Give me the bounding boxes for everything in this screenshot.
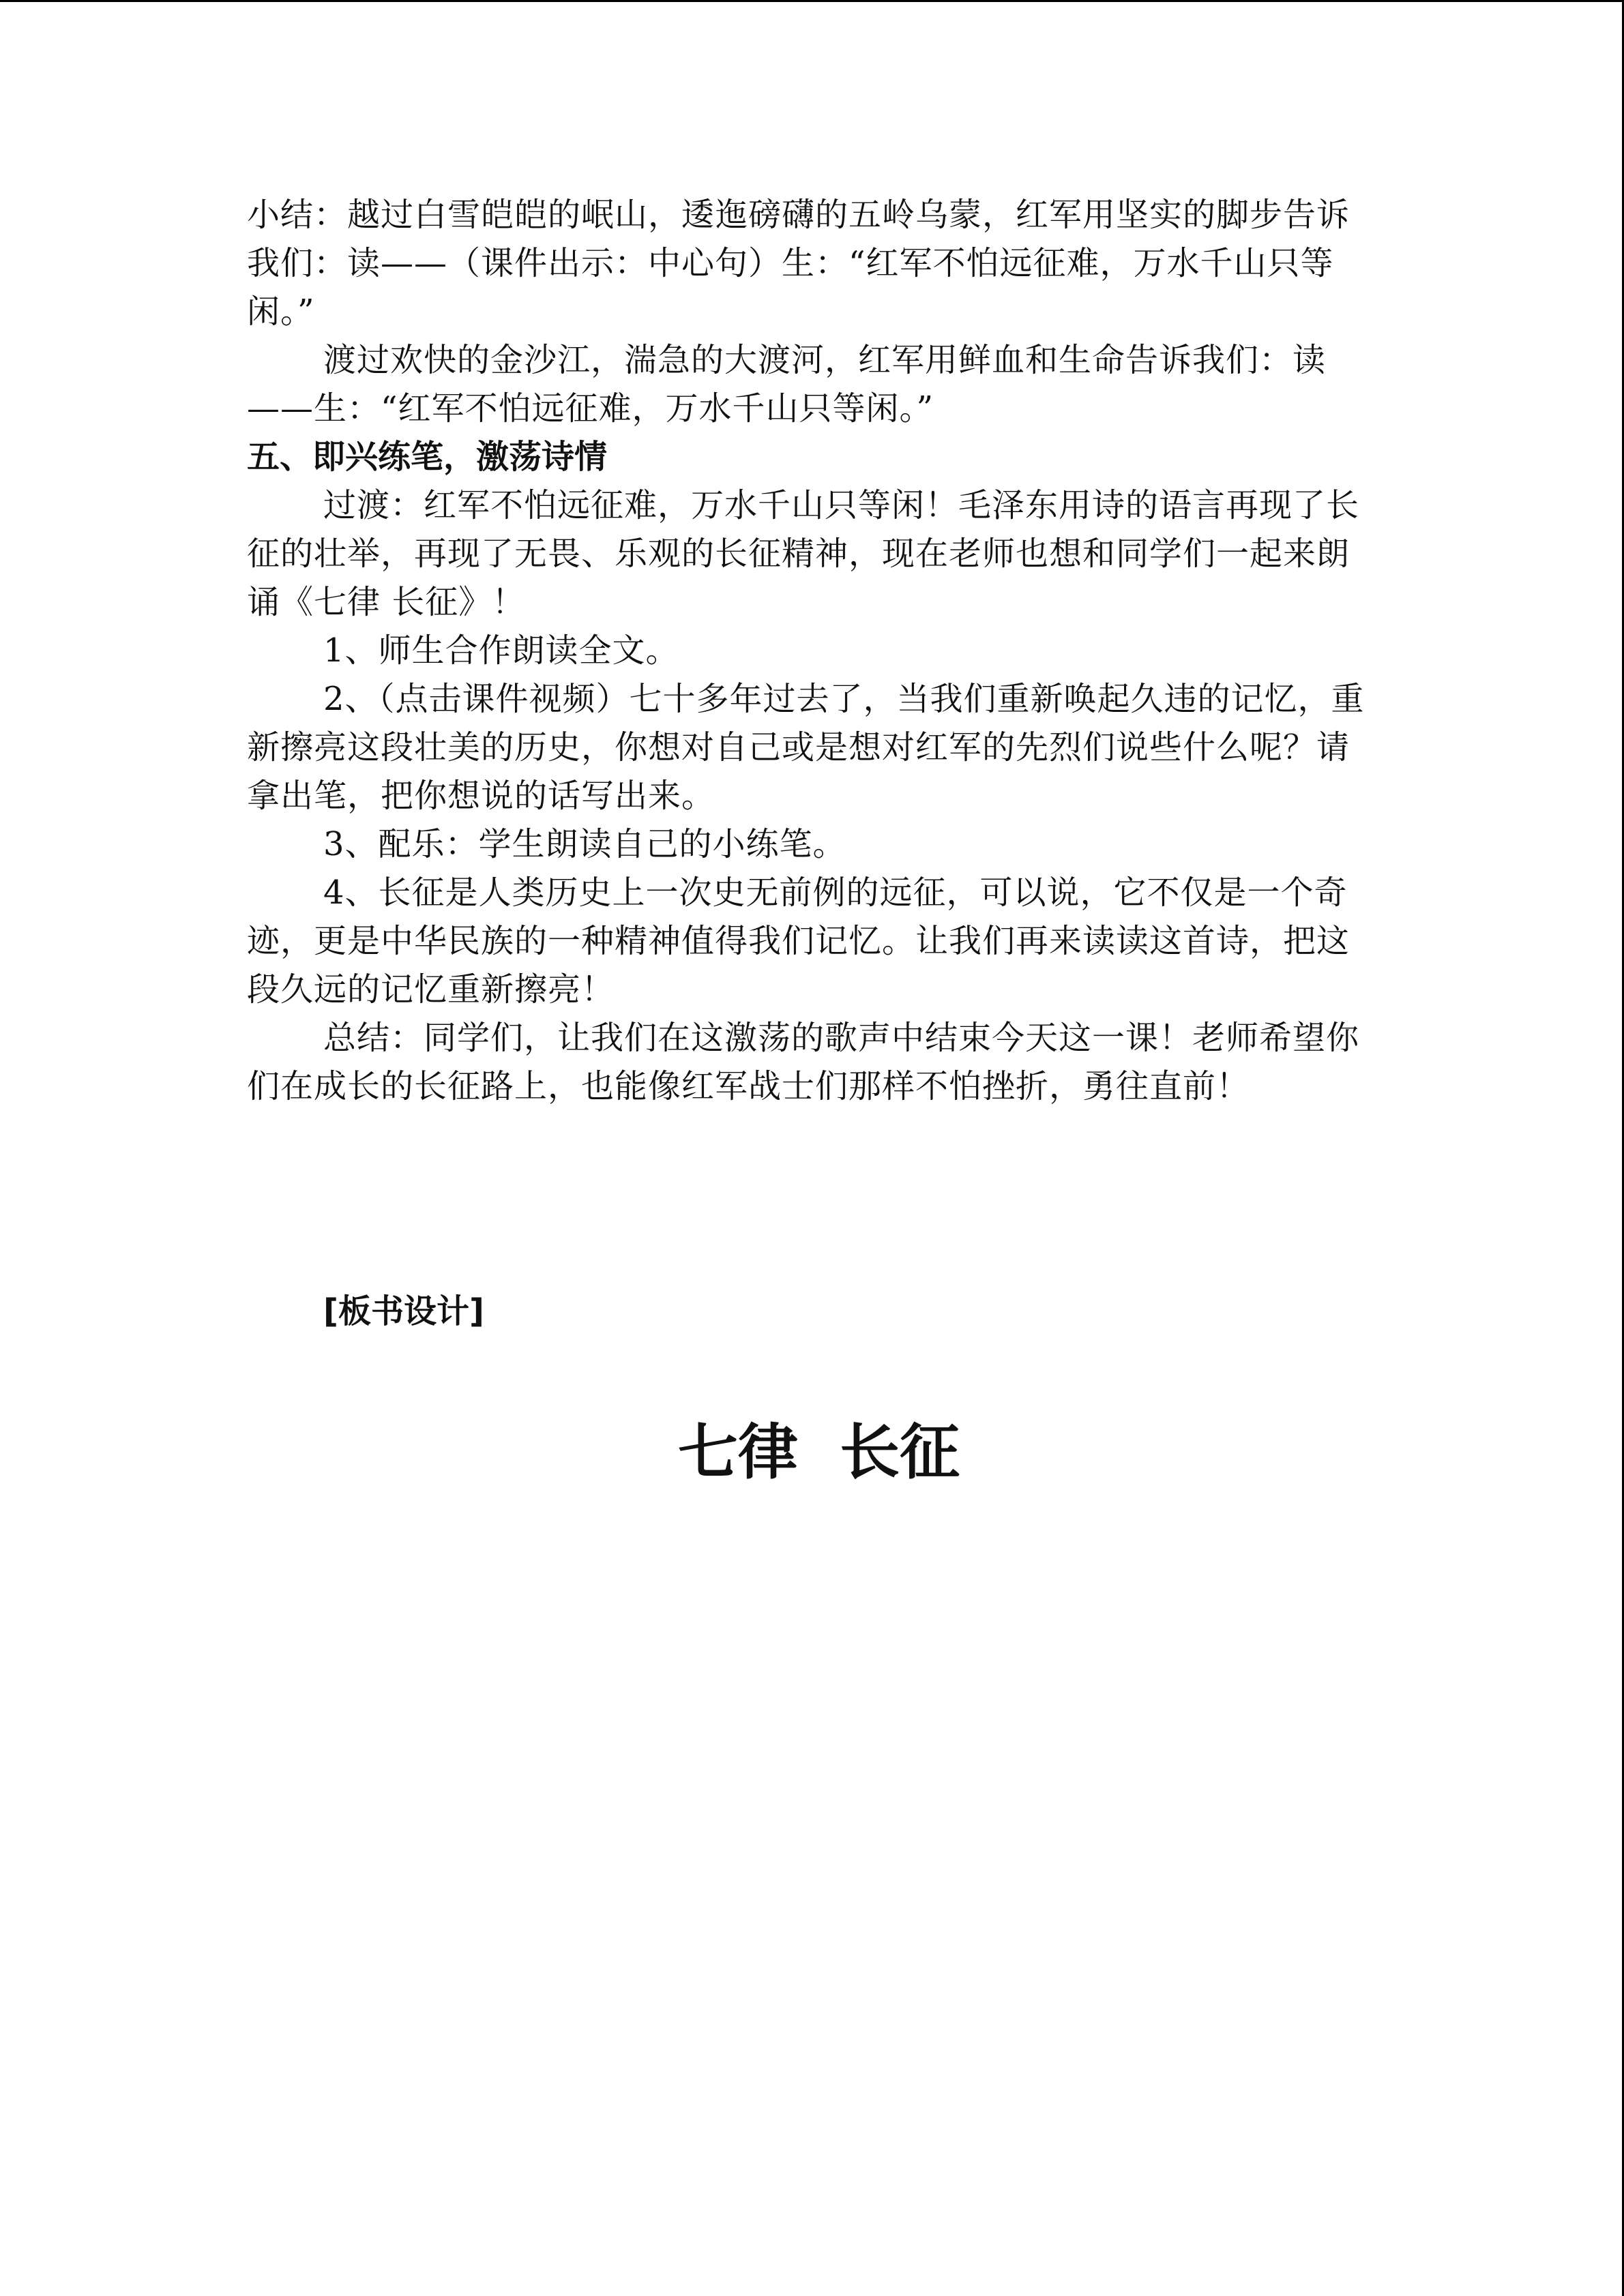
board-title — [0, 1415, 1624, 1490]
page-top-border — [0, 0, 1624, 2]
section-paragraph-step-4: 4、长征是人类历史上一次史无前例的远征，可以说，它不仅是一个奇迹，更是中华民族的一种精神值得我们记忆。让我们再来读读这首诗，把这段久远的记忆重新擦亮！ — [247, 874, 1350, 1009]
board-title-text: 七律 长征 — [677, 1417, 960, 1487]
section-paragraph-step-3: 3、配乐：学生朗读自己的小练笔。 — [323, 825, 846, 863]
summary-paragraph-2: 渡过欢快的金沙江，湍急的大渡河，红军用鲜血和生命告诉我们：读——生：“红军不怕远征难，万水千山只等闲。” — [247, 341, 1327, 428]
board-design-label: [板书设计] — [323, 1292, 484, 1330]
section-paragraph-step-2: 2、（点击课件视频）七十多年过去了，当我们重新唤起久违的记忆，重新擦亮这段壮美的历史，你想对自己或是想对红军的先烈们说些什么呢？请拿出笔，把你想说的话写出来。 — [247, 680, 1365, 815]
section-paragraph-step-1: 1、师生合作朗读全文。 — [323, 631, 679, 670]
section-paragraph-transition: 过渡：红军不怕远征难，万水千山只等闲！毛泽东用诗的语言再现了长征的壮举，再现了无畏、乐观的长征精神，现在老师也想和同学们一起来朗诵《七律 长征》！ — [247, 486, 1360, 621]
section-paragraph-conclusion: 总结：同学们，让我们在这激荡的歌声中结束今天这一课！老师希望你们在成长的长征路上，也能像红军战士们那样不怕挫折，勇往直前！ — [247, 1019, 1360, 1105]
section-heading: 五、即兴练笔，激荡诗情 — [247, 438, 608, 476]
document-body — [247, 191, 1379, 1111]
summary-paragraph: 小结：越过白雪皑皑的岷山，逶迤磅礴的五岭乌蒙，红军用坚实的脚步告诉我们：读——（课件出示：中心句）生：“红军不怕远征难，万水千山只等闲。” — [247, 196, 1350, 331]
